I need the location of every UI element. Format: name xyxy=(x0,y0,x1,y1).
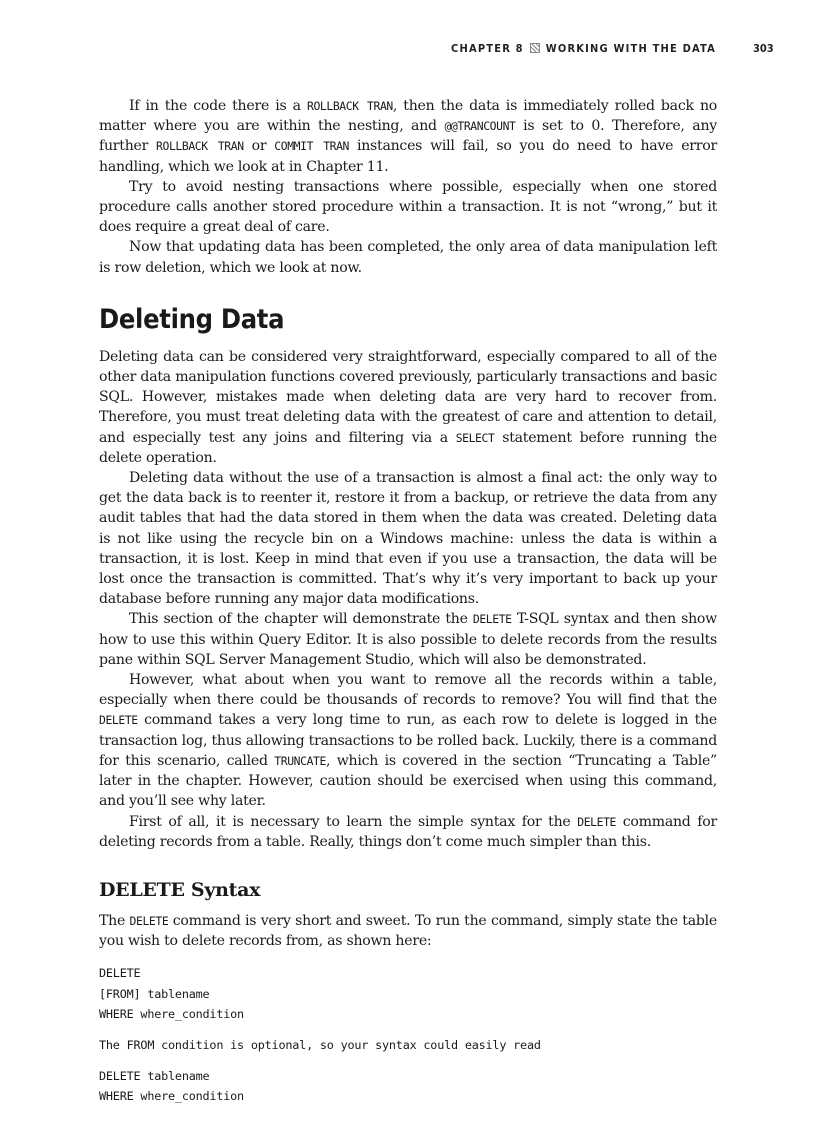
paragraph-truncate xyxy=(99,670,717,811)
chapter-label: CHAPTER 8 xyxy=(451,42,524,55)
code-line: [FROM] tablename xyxy=(99,986,210,1001)
text: , which is covered in the section “Truncating a Table” later in the chapter. However, caution should be exercised when using this command, and you’ll see why later. xyxy=(99,752,717,810)
text: This section of the chapter will demonstrate the xyxy=(129,611,473,628)
separator-icon xyxy=(530,43,540,53)
text: or xyxy=(243,138,275,155)
text: instances will fail, so you do need to have error handling, which we look at in Chapter 11. xyxy=(99,138,717,175)
inline-code: DELETE xyxy=(472,612,512,627)
text: , then the data is immediately rolled back no matter where you are within the nesting, and xyxy=(99,98,718,135)
inline-code: DELETE xyxy=(99,713,138,728)
subsection-heading: DELETE Syntax xyxy=(99,878,261,901)
inline-code: COMMIT TRAN xyxy=(274,139,350,154)
page-body xyxy=(99,96,717,1107)
chapter-title: WORKING WITH THE DATA xyxy=(545,42,716,55)
text: The xyxy=(99,912,130,929)
text: command for deleting records from a table. Really, things don’t come much simpler than this. xyxy=(99,813,717,850)
paragraph-delete-command xyxy=(99,911,717,951)
paragraph-nesting: Try to avoid nesting transactions where possible, especially when one stored procedure calls another stored procedure within a transaction. It is not “wrong,” but it does require a great deal of care. xyxy=(99,178,717,236)
text: Deleting data can be considered very straightforward, especially compared to all of the other data manipulation functions covered previously, particularly transactions and basic SQL. However, mistakes made when deleting data are very hard to recover from. Therefore, you must treat deleting data with the greatest of care and attention to detail, and especially test any joins and filtering via a xyxy=(99,348,717,446)
paragraph-transition: Now that updating data has been completed, the only area of data manipulation left is row deletion, which we look at now. xyxy=(99,239,717,276)
inline-code: ROLLBACK TRAN xyxy=(306,99,393,113)
section-heading: Deleting Data xyxy=(99,303,285,335)
inline-code: ROLLBACK TRAN xyxy=(156,139,244,154)
text: First of all, it is necessary to learn the simple syntax for the xyxy=(129,813,578,830)
code-block-syntax xyxy=(99,963,717,1024)
text: is set to 0. Therefore, any further xyxy=(99,118,717,155)
paragraph-intro xyxy=(99,347,717,468)
paragraph-final-act: Deleting data without the use of a transaction is almost a final act: the only way to get the data back is to reenter it, restore it from a backup, or retrieve the data from any audit tables that had the data stored in them when the data was created. Deleting data is not like using the recycle bin on a Windows machine: unless the data is within a transaction, it is lost. Keep in mind that even if you use a transaction, the data will be lost once the transaction is committed. That’s why it’s very important to back up your database before running any major data modifications. xyxy=(99,470,717,608)
text: command takes a very long time to run, as each row to delete is logged in the transaction log, thus allowing transactions to be rolled back. Luckily, there is a command for this scenario, called xyxy=(99,712,717,769)
running-head-text xyxy=(451,42,716,55)
text: However, what about when you want to remove all the records within a table, especially when there could be thousands of records to remove? You will find that the xyxy=(99,672,717,709)
page-number: 303 xyxy=(753,42,774,55)
code-line: DELETE xyxy=(99,966,141,981)
code-line: WHERE where_condition xyxy=(99,1089,244,1104)
paragraph-section-overview xyxy=(99,609,717,670)
code-line: WHERE where_condition xyxy=(99,1006,244,1021)
text: command is very short and sweet. To run the command, simply state the table you wish to delete records from, as shown here: xyxy=(99,912,717,950)
text: If in the code there is a xyxy=(129,98,307,114)
inline-code: @@TRANCOUNT xyxy=(444,119,516,134)
inline-code: SELECT xyxy=(455,430,495,445)
code-note: The FROM condition is optional, so your syntax could easily read xyxy=(99,1037,541,1052)
inline-code: TRUNCATE xyxy=(274,753,326,768)
inline-code: DELETE xyxy=(577,814,616,829)
paragraph-rollback xyxy=(99,96,717,177)
paragraph-syntax-intro xyxy=(99,812,717,852)
text: statement before running the delete operation. xyxy=(99,429,717,466)
code-line: DELETE tablename xyxy=(99,1069,210,1084)
running-head xyxy=(0,42,816,58)
code-block-short xyxy=(99,1066,717,1106)
inline-code: DELETE xyxy=(129,913,169,928)
text: T-SQL syntax and then show how to use this within Query Editor. It is also possible to delete records from the results pane within SQL Server Management Studio, which will also be demonstrated. xyxy=(99,611,717,668)
